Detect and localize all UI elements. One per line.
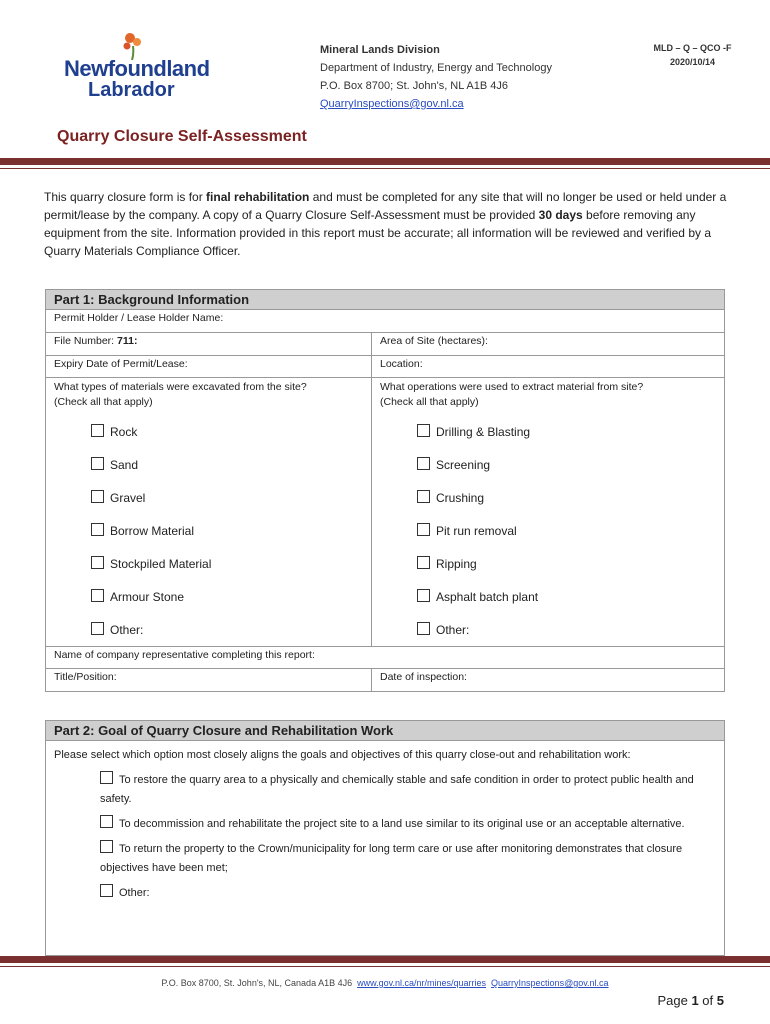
goal-option[interactable]: To return the property to the Crown/municipality for long term care or use after monitoring demonstrates that closure objectives have been met; [54,840,716,878]
part2-table [45,720,725,956]
checkbox-operation[interactable]: Drilling & Blasting [372,424,724,457]
checkbox-icon[interactable] [417,589,430,602]
goal-option[interactable]: Other: [54,884,716,903]
checkbox-material[interactable]: Other: [46,622,371,646]
checkbox-operation[interactable]: Asphalt batch plant [372,589,724,622]
checkbox-icon[interactable] [91,622,104,635]
part1-table [45,289,725,692]
header-department: Department of Industry, Energy and Technology [320,62,552,74]
checkbox-material[interactable]: Sand [46,457,371,490]
operations-question: What operations were used to extract material from site? [380,381,644,393]
representative-field[interactable]: Name of company representative completing this report: [46,647,725,669]
expiry-field[interactable]: Expiry Date of Permit/Lease: [46,356,372,378]
checkbox-operation[interactable]: Screening [372,457,724,490]
materials-hint: (Check all that apply) [54,396,153,408]
footer-divider [0,966,770,967]
checkbox-material[interactable]: Armour Stone [46,589,371,622]
checkbox-icon[interactable] [100,840,113,853]
checkbox-icon[interactable] [91,556,104,569]
part1-heading: Part 1: Background Information [46,290,725,310]
logo-text-labrador: Labrador [88,79,175,101]
page-title: Quarry Closure Self-Assessment [57,128,307,145]
operations-column [372,378,725,647]
divider [0,168,770,169]
checkbox-icon[interactable] [100,884,113,897]
form-date: 2020/10/14 [669,57,716,67]
inspection-date-field[interactable]: Date of inspection: [372,669,725,692]
footer-address: P.O. Box 8700, St. John's, NL, Canada A1B 4J6 [161,978,353,988]
checkbox-icon[interactable] [91,424,104,437]
checkbox-icon[interactable] [100,771,113,784]
checkbox-icon[interactable] [91,490,104,503]
footer-website-link[interactable]: www.gov.nl.ca/nr/mines/quarries [357,978,487,988]
checkbox-icon[interactable] [417,622,430,635]
goal-option[interactable]: To restore the quarry area to a physically and chemically stable and safe condition in order to protect public health and safety. [54,771,716,809]
part2-body [46,741,725,956]
part2-heading: Part 2: Goal of Quarry Closure and Rehabilitation Work [46,721,725,741]
form-code: MLD – Q – QCO -F [653,43,732,53]
divider [0,158,770,165]
footer-divider [0,956,770,963]
footer-email-link[interactable]: QuarryInspections@gov.nl.ca [491,978,609,988]
checkbox-icon[interactable] [91,523,104,536]
checkbox-icon[interactable] [91,457,104,470]
checkbox-operation[interactable]: Ripping [372,556,724,589]
checkbox-icon[interactable] [417,490,430,503]
intro-paragraph: This quarry closure form is for final rehabilitation and must be completed for any site that will no longer be used or held under a permit/lease by the company. A copy of a Quarry Closure Self-Assessment must be provided 30 days before removing any equipment from the site. Information provided in this report must be accurate; all information will be reviewed and verified by a Quarry Materials Compliance Officer. [44,190,727,258]
checkbox-material[interactable]: Gravel [46,490,371,523]
checkbox-material[interactable]: Stockpiled Material [46,556,371,589]
checkbox-material[interactable]: Rock [46,424,371,457]
part2-prompt: Please select which option most closely aligns the goals and objectives of this quarry close-out and rehabilitation work: [54,749,631,761]
file-number-field[interactable]: File Number: 711: [46,333,372,356]
materials-question: What types of materials were excavated from the site? [54,381,307,393]
checkbox-icon[interactable] [100,815,113,828]
checkbox-icon[interactable] [417,556,430,569]
header-division: Mineral Lands Division [320,44,440,56]
area-field[interactable]: Area of Site (hectares): [372,333,725,356]
checkbox-icon[interactable] [417,457,430,470]
materials-column [46,378,372,647]
checkbox-icon[interactable] [91,589,104,602]
permit-holder-field[interactable]: Permit Holder / Lease Holder Name: [46,310,725,333]
header-email-link[interactable]: QuarryInspections@gov.nl.ca [320,98,464,110]
footer [0,978,770,988]
checkbox-material[interactable]: Borrow Material [46,523,371,556]
logo-text-newfoundland: Newfoundland [64,56,210,81]
checkbox-operation[interactable]: Crushing [372,490,724,523]
goal-option[interactable]: To decommission and rehabilitate the project site to a land use similar to its original use or an acceptable alternative. [54,815,716,834]
checkbox-icon[interactable] [417,424,430,437]
checkbox-operation[interactable]: Other: [372,622,724,646]
location-field[interactable]: Location: [372,356,725,378]
checkbox-operation[interactable]: Pit run removal [372,523,724,556]
page-number: Page 1 of 5 [657,993,724,1008]
header-address: P.O. Box 8700; St. John's, NL A1B 4J6 [320,80,508,92]
operations-hint: (Check all that apply) [380,396,479,408]
checkbox-icon[interactable] [417,523,430,536]
title-position-field[interactable]: Title/Position: [46,669,372,692]
